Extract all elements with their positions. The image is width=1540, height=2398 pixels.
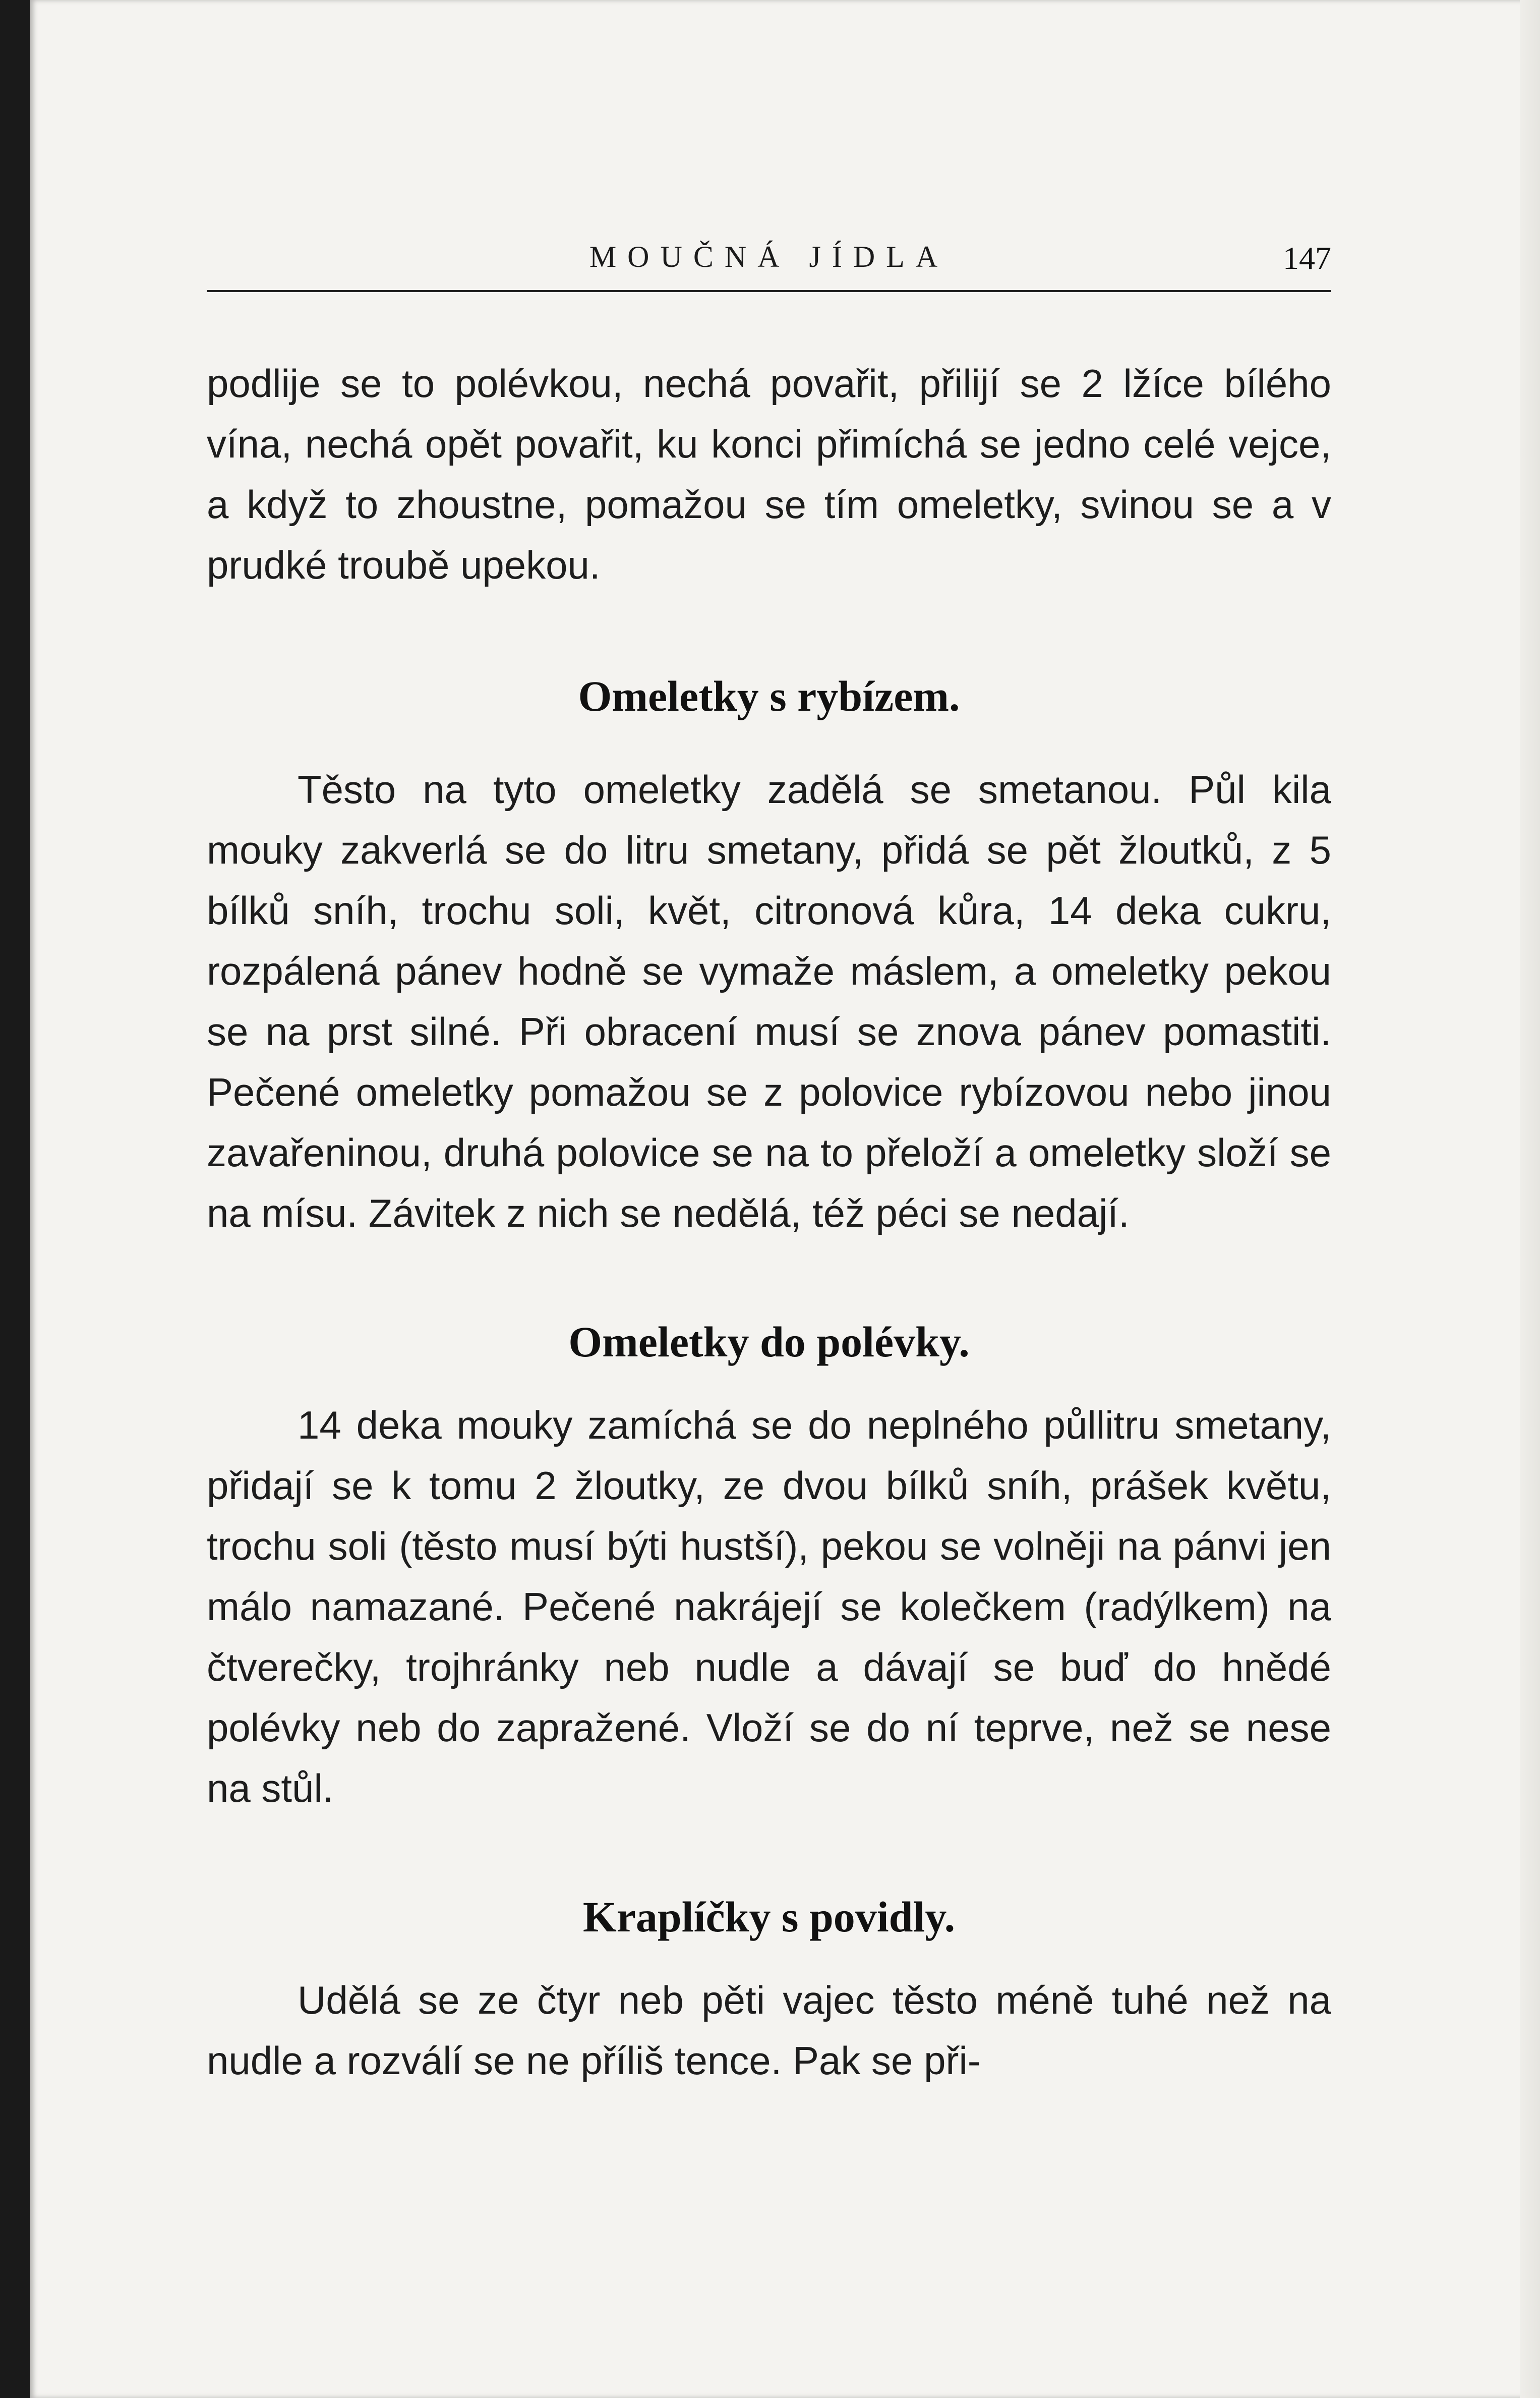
section-heading-omeletky-do-polevky: Omeletky do polévky. <box>568 1318 970 1366</box>
section-heading-kraplicky-s-povidly: Kraplíčky s povidly. <box>582 1893 956 1941</box>
section-heading-omeletky-s-rybizem: Omeletky s rybízem. <box>578 672 960 720</box>
section-paragraph-omeletky-do-polevky: 14 deka mouky zamíchá se do neplného půllitru smetany, přidají se k tomu 2 žloutky, ze dvou bílků sníh, prášek květu, trochu soli (těsto musí býti hustší), pekou se volněji na pánvi jen málo namazané. Pečené nakrájejí se kolečkem (radýlkem) na čtverečky, trojhránky neb nudle a dávají se buď do hnědé polévky neb do zapražené. Vloží se do ní teprve, než se nese na stůl. <box>207 1403 1331 1810</box>
section-paragraph-omeletky-s-rybizem: Těsto na tyto omeletky zadělá se smetanou. Půl kila mouky zakverlá se do litru smetany, přidá se pět žloutků, z 5 bílků sníh, trochu soli, květ, citronová kůra, 14 deka cukru, rozpálená pánev hodně se vymaže máslem, a omeletky pekou se na prst silné. Při obracení musí se znova pánev pomastiti. Pečené omeletky pomažou se z polovice rybízovou nebo jinou zavařeninou, druhá polovice se na to přeloží a omeletky složí se na mísu. Závitek z nich se nedělá, též péci se nedají. <box>207 767 1331 1235</box>
intro-paragraph: podlije se to polévkou, nechá povařit, přilijí se 2 lžíce bílého vína, nechá opět povařit, ku konci přimíchá se jedno celé vejce, a když to zhoustne, pomažou se tím omeletky, svinou se a v prudké troubě upekou. <box>207 361 1331 587</box>
page-content <box>207 353 1331 2091</box>
page-number: 147 <box>1283 240 1331 276</box>
running-title: MOUČNÁ JÍDLA <box>589 240 949 273</box>
section-paragraph-kraplicky-s-povidly: Udělá se ze čtyr neb pěti vajec těsto méně tuhé než na nudle a rozválí se ne příliš tence. Pak se při- <box>207 1978 1331 2083</box>
book-page <box>30 0 1540 2398</box>
page-edge <box>1520 0 1540 2398</box>
page-header <box>207 230 1331 292</box>
